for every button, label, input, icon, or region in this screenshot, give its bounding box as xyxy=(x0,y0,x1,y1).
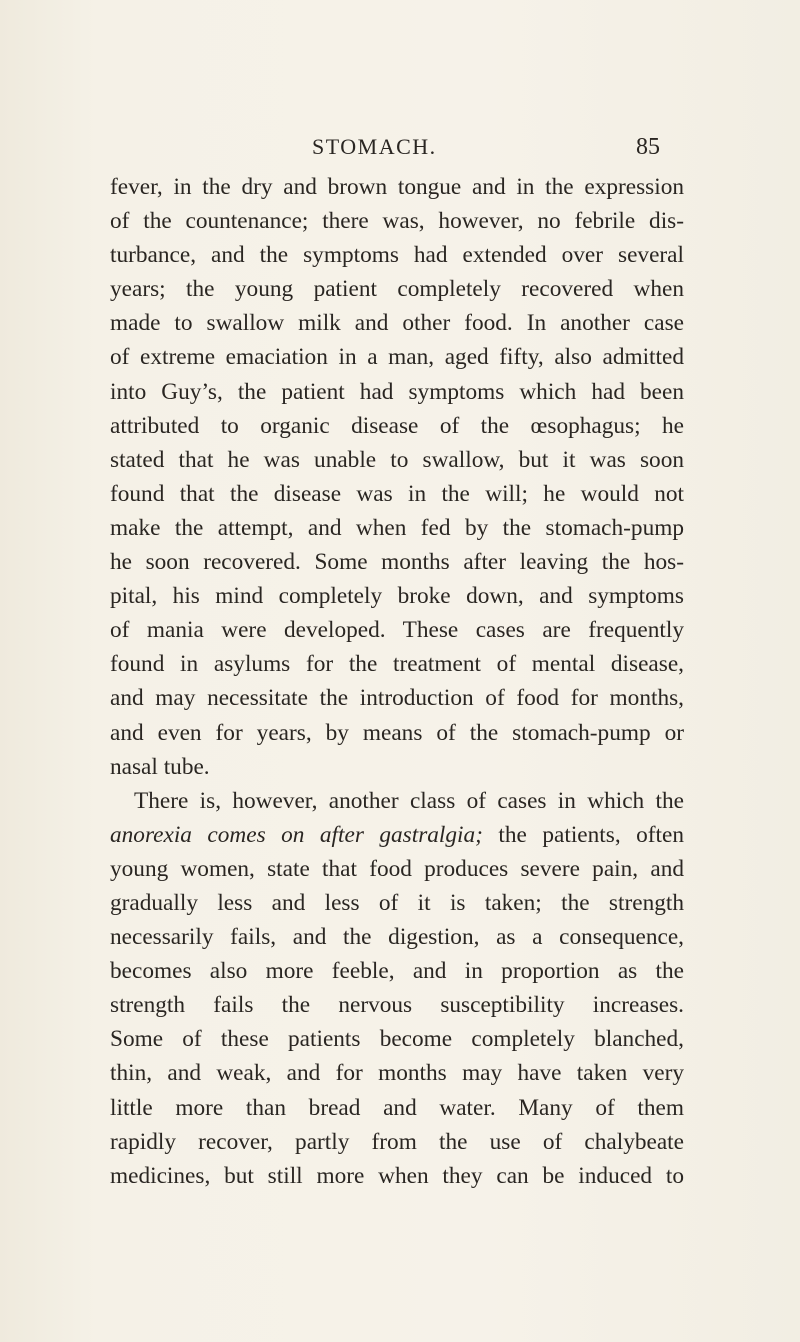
text-line: and may necessitate the introduction of food for months, xyxy=(110,685,684,712)
running-head xyxy=(0,132,800,162)
paragraph-first-line: There is, however, another class of cases in which the xyxy=(134,787,684,814)
text-line: of extreme emaciation in a man, aged fifty, also admitted xyxy=(110,344,684,371)
text-line xyxy=(110,818,684,852)
text-line: strength fails the nervous susceptibility increases. xyxy=(110,992,684,1019)
italic-phrase: anorexia comes on after gastralgia; xyxy=(110,821,483,848)
text-line: becomes also more feeble, and in proportion as the xyxy=(110,958,684,985)
text-line: make the attempt, and when fed by the stomach-pump xyxy=(110,514,684,541)
text-line: little more than bread and water. Many of them xyxy=(110,1094,684,1121)
text-line: rapidly recover, partly from the use of chalybeate xyxy=(110,1128,684,1155)
text-line: pital, his mind completely broke down, and symptoms xyxy=(110,583,684,610)
text-line: into Guy’s, the patient had symptoms which had been xyxy=(110,378,684,405)
text-line: necessarily fails, and the digestion, as a consequence, xyxy=(110,924,684,951)
text-line: young women, state that food produces severe pain, and xyxy=(110,855,684,882)
text-line: turbance, and the symptoms had extended over several xyxy=(110,242,684,269)
text-line-rest: the patients, often xyxy=(482,821,684,848)
text-line: years; the young patient completely recovered when xyxy=(110,276,684,303)
text-line: medicines, but still more when they can be induced to xyxy=(110,1162,684,1189)
text-line: Some of these patients become completely blanched, xyxy=(110,1026,684,1053)
text-line: of the countenance; there was, however, no febrile dis- xyxy=(110,208,684,235)
page-number: 85 xyxy=(636,134,660,160)
running-head-title: STOMACH. xyxy=(312,134,437,159)
text-line: and even for years, by means of the stomach-pump or xyxy=(110,719,684,746)
text-line: fever, in the dry and brown tongue and in the expression xyxy=(110,174,684,200)
text-line: gradually less and less of it is taken; the strength xyxy=(110,889,684,916)
text-line: of mania were developed. These cases are frequently xyxy=(110,617,684,644)
text-line: stated that he was unable to swallow, but it was soon xyxy=(110,446,684,473)
text-line: he soon recovered. Some months after leaving the hos- xyxy=(110,549,684,576)
body-text xyxy=(110,170,684,1193)
text-line: made to swallow milk and other food. In another case xyxy=(110,310,684,337)
text-line: thin, and weak, and for months may have taken very xyxy=(110,1060,684,1087)
text-line: found in asylums for the treatment of mental disease, xyxy=(110,651,684,678)
text-line: found that the disease was in the will; he would not xyxy=(110,480,684,507)
text-line: nasal tube. xyxy=(110,753,210,780)
text-line: attributed to organic disease of the œsophagus; he xyxy=(110,412,684,439)
